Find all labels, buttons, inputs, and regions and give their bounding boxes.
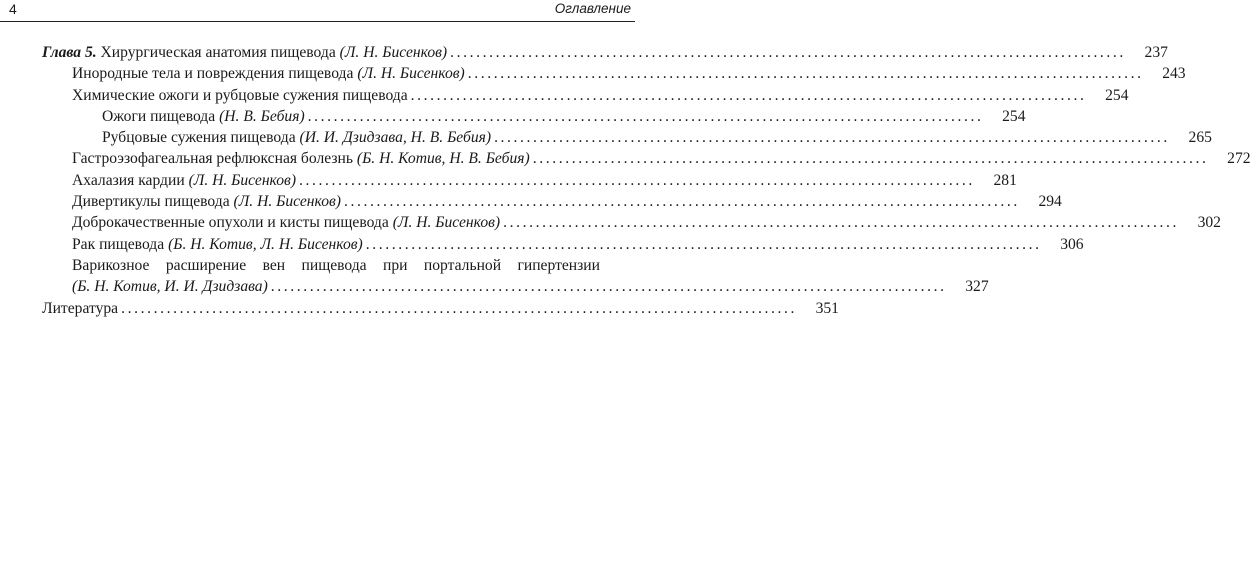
- entry-author: (Б. Н. Котив, Л. Н. Бисенков): [168, 235, 363, 253]
- literature-page: 351: [815, 299, 839, 317]
- entry-page: 243: [1162, 65, 1186, 83]
- leader-dots: ........................................................................................................: [503, 214, 1179, 232]
- toc-entry[interactable]: [42, 170, 1017, 191]
- toc-entry-text: [102, 106, 305, 127]
- entry-title: Рубцовые сужения пищевода: [102, 129, 296, 147]
- leader-dots: ........................................................................................................: [365, 235, 1042, 253]
- toc-entry-second-line: [72, 276, 989, 297]
- leader-dots: ........................................................................................................: [532, 150, 1209, 168]
- entry-page: 272: [1227, 150, 1251, 168]
- entry-author: (И. И. Дзидзава, Н. В. Бебия): [299, 129, 492, 147]
- toc-entry-text: [72, 234, 363, 255]
- leader-dots: ........................................................................................................: [299, 171, 975, 189]
- entry-page: 254: [1002, 107, 1026, 125]
- entry-page: 254: [1105, 86, 1129, 104]
- entry-title: Гастроэзофагеальная рефлюксная болезнь: [72, 150, 353, 168]
- toc-entry-text: [72, 191, 341, 212]
- toc-entry-text: [102, 127, 491, 148]
- entry-page: 327: [965, 278, 989, 296]
- chapter-author: (Л. Н. Бисенков): [339, 44, 448, 61]
- entry-author: (Л. Н. Бисенков): [392, 214, 501, 232]
- entry-page: 281: [993, 171, 1017, 189]
- leader-dots: ........................................................................................................: [450, 44, 1126, 61]
- toc-entry-multiline[interactable]: [42, 255, 989, 298]
- leader-dots: ........................................................................................................: [343, 193, 1020, 211]
- entry-title: Рак пищевода: [72, 235, 165, 253]
- toc-literature-entry[interactable]: [42, 298, 839, 319]
- toc-chapter-entry[interactable]: [42, 42, 1168, 63]
- toc-entry-text: [72, 212, 500, 233]
- page-number: 4: [9, 1, 17, 17]
- entry-page: 302: [1197, 214, 1221, 232]
- literature-title: Литература: [42, 299, 119, 317]
- leader-dots: ........................................................................................................: [494, 129, 1170, 147]
- chapter-prefix: Глава 5.: [42, 44, 97, 61]
- toc-entry[interactable]: [42, 148, 1251, 169]
- entry-author: (Л. Н. Бисенков): [357, 65, 465, 83]
- entry-author: (Н. В. Бебия): [219, 107, 305, 125]
- toc-entry-text: [72, 63, 465, 84]
- entry-page: 265: [1188, 129, 1212, 147]
- leader-dots: ........................................................................................................: [467, 65, 1144, 83]
- leader-dots: ........................................................................................................: [270, 278, 947, 296]
- entry-author: (Л. Н. Бисенков): [233, 193, 341, 211]
- entry-title: Ахалазия кардии: [72, 171, 185, 189]
- toc-entry[interactable]: [42, 234, 1084, 255]
- entry-title: Дивертикулы пищевода: [72, 193, 230, 211]
- entry-author: (Л. Н. Бисенков): [188, 171, 297, 189]
- leader-dots: ........................................................................................................: [121, 299, 797, 317]
- entry-author: (Б. Н. Котив, И. И. Дзидзава): [72, 278, 268, 296]
- toc-subentry[interactable]: [42, 106, 1026, 127]
- entry-page: 306: [1060, 235, 1084, 253]
- header-rule: [0, 21, 635, 22]
- entry-author: (Б. Н. Котив, Н. В. Бебия): [356, 150, 530, 168]
- leader-dots: ........................................................................................................: [307, 107, 984, 125]
- entry-title: Инородные тела и повреждения пищевода: [72, 65, 354, 83]
- table-of-contents: [42, 42, 1251, 319]
- toc-entry[interactable]: [42, 63, 1186, 84]
- toc-subentry[interactable]: [42, 127, 1212, 148]
- entry-title: Доброкачественные опухоли и кисты пищевода: [72, 214, 389, 232]
- toc-entry[interactable]: [42, 85, 1129, 106]
- entry-title: Ожоги пищевода: [102, 107, 216, 125]
- chapter-title: Хирургическая анатомия пищевода: [100, 44, 336, 61]
- toc-entry-text: [42, 42, 447, 63]
- chapter-page: 237: [1144, 44, 1168, 61]
- entry-title: Химические ожоги и рубцовые сужения пищевода: [72, 86, 408, 104]
- toc-entry-text: [72, 170, 296, 191]
- toc-entry-text: [72, 148, 530, 169]
- entry-page: 294: [1038, 193, 1062, 211]
- toc-entry[interactable]: [42, 212, 1221, 233]
- leader-dots: ........................................................................................................: [410, 86, 1087, 104]
- entry-title: Варикозное расширение вен пищевода при портальной гипертензии: [72, 256, 600, 274]
- toc-entry[interactable]: [42, 191, 1062, 212]
- running-title: Оглавление: [554, 1, 631, 16]
